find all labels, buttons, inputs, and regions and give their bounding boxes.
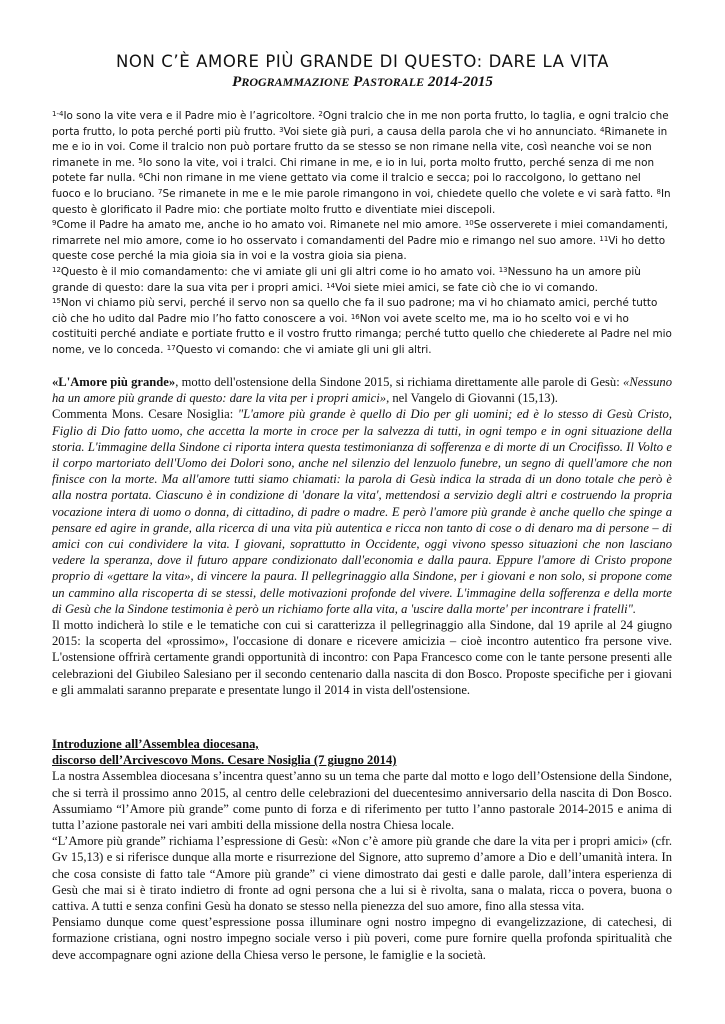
verse-number: 12 xyxy=(52,265,61,274)
page-subtitle xyxy=(0,74,725,91)
motto-text: «L'Amore più grande» xyxy=(52,375,176,389)
commentary-section xyxy=(52,374,672,698)
verse-number: 9 xyxy=(52,219,57,228)
verse-text: Come il Padre ha amato me, anche io ho amato voi. Rimanete nel mio amore. xyxy=(56,219,465,232)
verse-text: In questo è glorificato il Padre mio: che portiate molto frutto e diventiate miei discepoli. xyxy=(52,187,671,216)
verse-text: Vi ho detto queste cose perché la mia gioia sia in voi e la vostra gioia sia piena. xyxy=(52,234,666,263)
commentary-paragraph-3: Il motto indicherà lo stile e le tematiche con cui si caratterizza il pellegrinaggio alla Sindone, dal 19 aprile al 24 giugno 2015: la scoperta del «prossimo», l'occasione di donare e ricevere amicizia – cioè incontro autentico fra persone vive. L'ostensione offrirà certamente grandi opportunità di incontro: con Papa Francesco come con le tante persone presenti alle celebrazioni del Giubileo Salesiano per il secondo centenario dalla nascita di don Bosco. Proposte specifiche per i giovani e gli ammalati saranno preparate e presentate lungo il 2014 in vista dell'ostensione. xyxy=(52,618,672,697)
introduction-section xyxy=(52,736,672,963)
verse-text: Io sono la vite vera e il Padre mio è l’agricoltore. xyxy=(63,110,319,122)
verse-number: 13 xyxy=(498,265,508,274)
subtitle-word-2: ASTORALE xyxy=(362,75,425,89)
verse-text: Non voi avete scelto me, ma io ho scelto voi e vi ho costituiti perché andiate e portiate frutto e il vostro frutto rimanga; perché tutto quello che chiederete al Padre nel mio nome, ve lo conceda. xyxy=(52,312,672,356)
intro-paragraph-2: “L’Amore più grande” richiama l’espressione di Gesù: «Non c’è amore più grande che dare la vita per i propri amici» (cfr. Gv 15,13) e si riferisce dunque alla morte e risurrezione del Signore, atto supremo d’amore a Dio e dell’umanità intera. In che cosa consiste di fatto tale “Amore più grande” ci viene dimostrato dai gesti e dalle parole, dall’intera esperienza di Gesù che mai si è tirato indietro di fronte ad ogni persona che a lui si è rivolta, sana o malata, ricca o povera, buona o cattiva. A tutti e senza confini Gesù ha donato se stesso nella pienezza del suo amore, fino alla stessa vita. xyxy=(52,834,672,914)
commentary-paragraph-1 xyxy=(52,374,672,406)
section-heading-line-2: discorso dell’Arcivescovo Mons. Cesare Nosiglia (7 giugno 2014) xyxy=(52,753,397,768)
verse-number: 1-4 xyxy=(52,110,64,118)
intro-paragraph-3: Pensiamo dunque come quest’espressione possa illuminare ogni nostro impegno di evangelizzazione, di catechesi, di formazione cristiana, ogni nostro impegno sociale verso i più poveri, come pure fornire quella profonda spiritualità che deve accompagnare ogni azione della Chiesa verso le persone, le famiglie e la società. xyxy=(52,915,672,962)
verse-number: 11 xyxy=(599,234,609,243)
commentary-reference: , nel Vangelo di Giovanni (15,13). xyxy=(386,391,558,406)
verse-text: Nessuno ha un amore più grande di questo: dare la sua vita per i propri amici. xyxy=(52,265,641,294)
subtitle-initial-2: P xyxy=(353,74,363,90)
verse-number: 7 xyxy=(158,187,163,196)
verse-text: Se osserverete i miei comandamenti, rimarrete nel mio amore, come io ho osservato i comandamenti del Padre mio e rimango nel suo amore. xyxy=(52,219,668,247)
verse-text: Chi non rimane in me viene gettato via come il tralcio e secca; poi lo raccolgono, lo gettano nel fuoco e lo bruciano. xyxy=(52,172,641,200)
verse-text: Ogni tralcio che in me non porta frutto, lo taglia, e ogni tralcio che porta frutto, lo pota perché porti più frutto. xyxy=(52,110,669,138)
verse-number: 14 xyxy=(326,281,336,290)
verse-number: 3 xyxy=(279,125,284,134)
verse-text: Io sono la vite, voi i tralci. Chi rimane in me, e io in lui, porta molto frutto, perché senza di me non potete far nulla. xyxy=(52,156,655,185)
commentary-paragraph-2 xyxy=(52,406,672,617)
verse-text: Questo è il mio comandamento: che vi amiate gli uni gli altri come io ho amato voi. xyxy=(60,265,499,278)
verse-text: Voi siete miei amici, se fate ciò che io vi comando. xyxy=(335,281,598,294)
subtitle-year: 2014-2015 xyxy=(427,74,493,90)
verse-text: Rimanete in me e io in voi. Come il tralcio non può portare frutto da se stesso se non rimane nella vite, così neanche voi se non rimanete in me. xyxy=(52,125,668,169)
subtitle-initial-1: P xyxy=(232,74,242,90)
verse-number: 2 xyxy=(318,110,323,118)
nosiglia-quote: "L'amore più grande è quello di Dio per gli uomini; ed è lo stesso di Gesù Cristo, Figlio di Dio fatto uomo, che accetta la morte in croce per la salvezza di tutti, in ogni tempo e in ogni situazione della storia. L'immagine della Sindone ci riporta intera questa testimonianza di sofferenza e di morte di un Crocifisso. Il Volto e il corpo martoriato dell'Uomo dei Dolori sono, anche nel silenzio del lenzuolo funebre, un segno di quell'amore che non finisce con la morte. Ma all'amore tutti siamo chiamati: la parola di Gesù indica la strada di un dono totale che però è alla nostra portata. Ciascuno è in condizione di 'donare la vita', mettendosi a servizio degli altri e costruendo la propria vocazione intera di uomo o donna, di cittadino, di padre o madre. E però l'amore più grande è anche quello che spinge a pensare ed agire in grande, alla ricerca di una vita più autentica e ricca non tanto di cose o di denaro ma di persone – di amici con cui condividere la vita. I giovani, soprattutto in Occidente, oggi vivono spesso situazioni che non lasciano vedere la speranza, dove il futuro appare condizionato dall'economia e dalla paura. Eppure l'amore di Cristo propone proprio di «gettare la vita», di vincere la paura. Il pellegrinaggio alla Sindone, per i giovani e non solo, si propone come un cammino alla riscoperta di se stessi, delle motivazioni profonde del vivere. L'immagine della sofferenza e della morte di Gesù che la Sindone testimonia è però un richiamo forte alla vita, a 'uscire dalla morte' per incontrare i fratelli". xyxy=(52,407,673,616)
verse-text: Questo vi comando: che vi amiate gli uni gli altri. xyxy=(175,343,432,356)
verse-number: 5 xyxy=(138,156,143,165)
verse-number: 10 xyxy=(464,219,474,228)
section-heading-line-1: Introduzione all’Assemblea diocesana, xyxy=(52,737,259,751)
verse-number: 17 xyxy=(166,343,176,352)
gospel-passage xyxy=(52,109,672,359)
page-title: NON C’È AMORE PIÙ GRANDE DI QUESTO: DARE LA VITA xyxy=(115,52,610,71)
commentary-text: , motto dell'ostensione della Sindone 2015, si richiama direttamente alle parole di Gesù: xyxy=(175,375,624,389)
verse-text: Non vi chiamo più servi, perché il servo non sa quello che fa il suo padrone; ma vi ho chiamato amici, perché tutto ciò che ho udito dal Padre mio l’ho fatto conoscere a voi. xyxy=(52,297,658,325)
commentary-intro: Commenta Mons. Cesare Nosiglia: xyxy=(52,407,238,422)
verse-number: 16 xyxy=(350,312,360,321)
verse-number: 6 xyxy=(138,172,144,181)
gospel-quote: «Nessuno ha un amore più grande di questo: dare la vita per i propri amici» xyxy=(52,375,672,406)
intro-paragraph-1: La nostra Assemblea diocesana s’incentra quest’anno su un tema che parte dal motto e logo dell’Ostensione della Sindone, che si terrà il prossimo anno 2015, al centro delle celebrazioni del duecentesimo anniversario della nascita di Don Bosco. Assumiamo “l’Amore più grande” come punto di forza e di riferimento per tutto l’anno pastorale 2014-2015 e anima di tutta l’azione pastorale nei vari ambiti della missione della nostra Chiesa locale. xyxy=(52,769,672,833)
verse-number: 15 xyxy=(52,297,61,306)
subtitle-word-1: ROGRAMMAZIONE xyxy=(241,75,350,89)
verse-text: Voi siete già puri, a causa della parola che vi ho annunciato. xyxy=(283,125,600,138)
verse-number: 8 xyxy=(656,187,661,196)
verse-number: 4 xyxy=(599,125,605,134)
verse-text: Se rimanete in me e le mie parole rimangono in voi, chiedete quello che volete e vi sarà fatto. xyxy=(162,187,657,200)
